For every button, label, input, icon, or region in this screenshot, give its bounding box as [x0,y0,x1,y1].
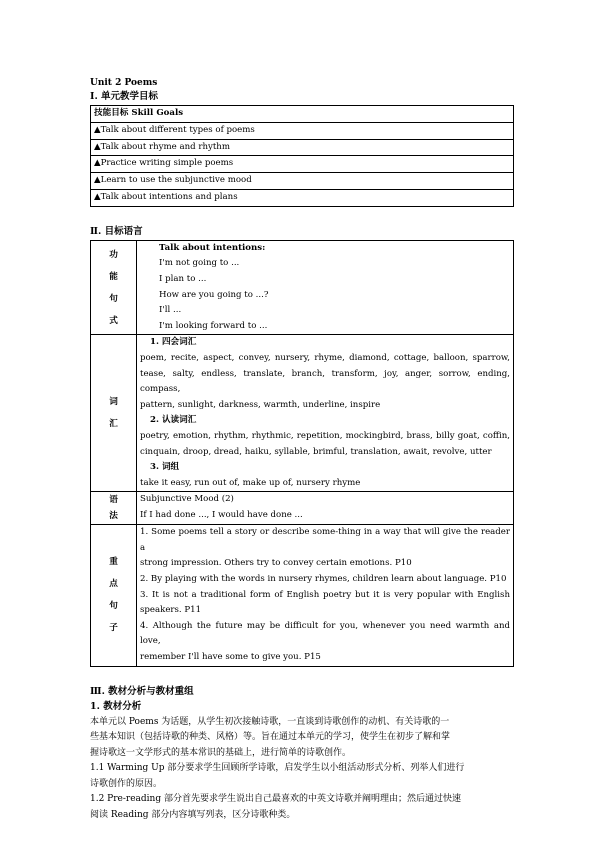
grammar-label: 语 法 [91,492,137,525]
vocab-line: tease, salty, endless, translate, branch, transform, joy, anger, sorrow, ending, compass, [140,368,510,395]
functional-line: I'm not going to ... [159,258,240,269]
section-3-heading: Ⅲ. 教材分析与教材重组 [90,685,194,697]
functional-line: I'll ... [159,305,182,316]
key-sentences-label: 重 点 句 子 [91,525,137,666]
target-language-table [90,240,514,667]
skill-goal-item: ▲Talk about different types of poems [91,122,514,139]
key-sentence-line: 2. By playing with the words in nursery rhymes, children learn about language. P10 [140,574,507,585]
vocab-heading-2: 2. 认读词汇 [150,415,197,426]
key-sentence-line: speakers. P11 [140,605,202,616]
skill-goals-table [90,105,514,207]
section-2-heading: Ⅱ. 目标语言 [90,225,143,237]
analysis-paragraph: 1.2 Pre-reading 部分首先要求学生说出自己最喜欢的中英文诗歌并阐明理由；然后通过快速 阅读 Reading 部分内容填写列表，区分诗歌种类。 [90,794,461,820]
vocab-row [91,335,514,492]
skill-goals-header: 技能目标 Skill Goals [91,106,514,123]
document-page [90,76,514,823]
functional-line: I plan to ... [159,273,207,284]
vocab-heading-1: 1. 四会词汇 [150,337,197,348]
vocab-line: poem, recite, aspect, convey, nursery, rhyme, diamond, cottage, balloon, sparrow, [140,352,510,363]
key-sentence-line: 1. Some poems tell a story or describe some-thing in a way that will give the reader a [140,527,510,553]
section-1-heading: Ⅰ. 单元教学目标 [90,91,159,102]
vocab-line: cinquain, droop, dread, haiku, syllable, brimful, translation, await, revolve, utter [140,446,492,457]
unit-title: Unit 2 Poems [90,78,158,88]
vocab-line: poetry, emotion, rhythm, rhythmic, repetition, mockingbird, brass, billy goat, coffin, [140,430,510,441]
skill-goal-item: ▲Talk about rhyme and rhythm [91,139,514,156]
grammar-row [91,492,514,525]
skill-goal-item: ▲Learn to use the subjunctive mood [91,173,514,190]
functional-row [91,240,514,335]
vocab-line: take it easy, run out of, make up of, nursery rhyme [140,477,361,488]
functional-label: 功 能 句 式 [91,240,137,335]
functional-title: Talk about intentions: [159,242,266,253]
grammar-line: If I had done ..., I would have done ... [140,509,303,520]
analysis-paragraph: 本单元以 Poems 为话题，从学生初次接触诗歌，一直谈到诗歌创作的动机、有关诗歌的一 些基本知识（包括诗歌的种类、风格）等。旨在通过本单元的学习，使学生在初步了解和掌 握诗歌这一文学形式的基本常识的基础上，进行简单的诗歌创作。 [90,716,451,758]
vocab-label: 词 汇 [91,335,137,492]
key-sentences-row [91,525,514,666]
section-3-subheading: 1. 教材分析 [90,700,142,712]
grammar-line: Subjunctive Mood (2) [140,494,234,505]
functional-line: I'm looking forward to ... [159,320,268,331]
skill-goal-item: ▲Talk about intentions and plans [91,189,514,206]
vocab-line: pattern, sunlight, darkness, warmth, underline, inspire [140,399,381,410]
key-sentence-line: 3. It is not a traditional form of English poetry but it is very popular with English [140,589,510,600]
key-sentence-line: remember I'll have some to give you. P15 [140,652,321,663]
skill-goal-item: ▲Practice writing simple poems [91,156,514,173]
key-sentence-line: 4. Although the future may be difficult for you, whenever you need warmth and love, [140,620,510,647]
vocab-heading-3: 3. 词组 [150,462,180,473]
analysis-paragraph: 1.1 Warming Up 部分要求学生回顾所学诗歌，启发学生以小组活动形式分析、列举人们进行 诗歌创作的原因。 [90,763,465,789]
functional-line: How are you going to ...? [159,289,269,300]
key-sentence-line: strong impression. Others try to convey certain emotions. P10 [140,558,412,569]
